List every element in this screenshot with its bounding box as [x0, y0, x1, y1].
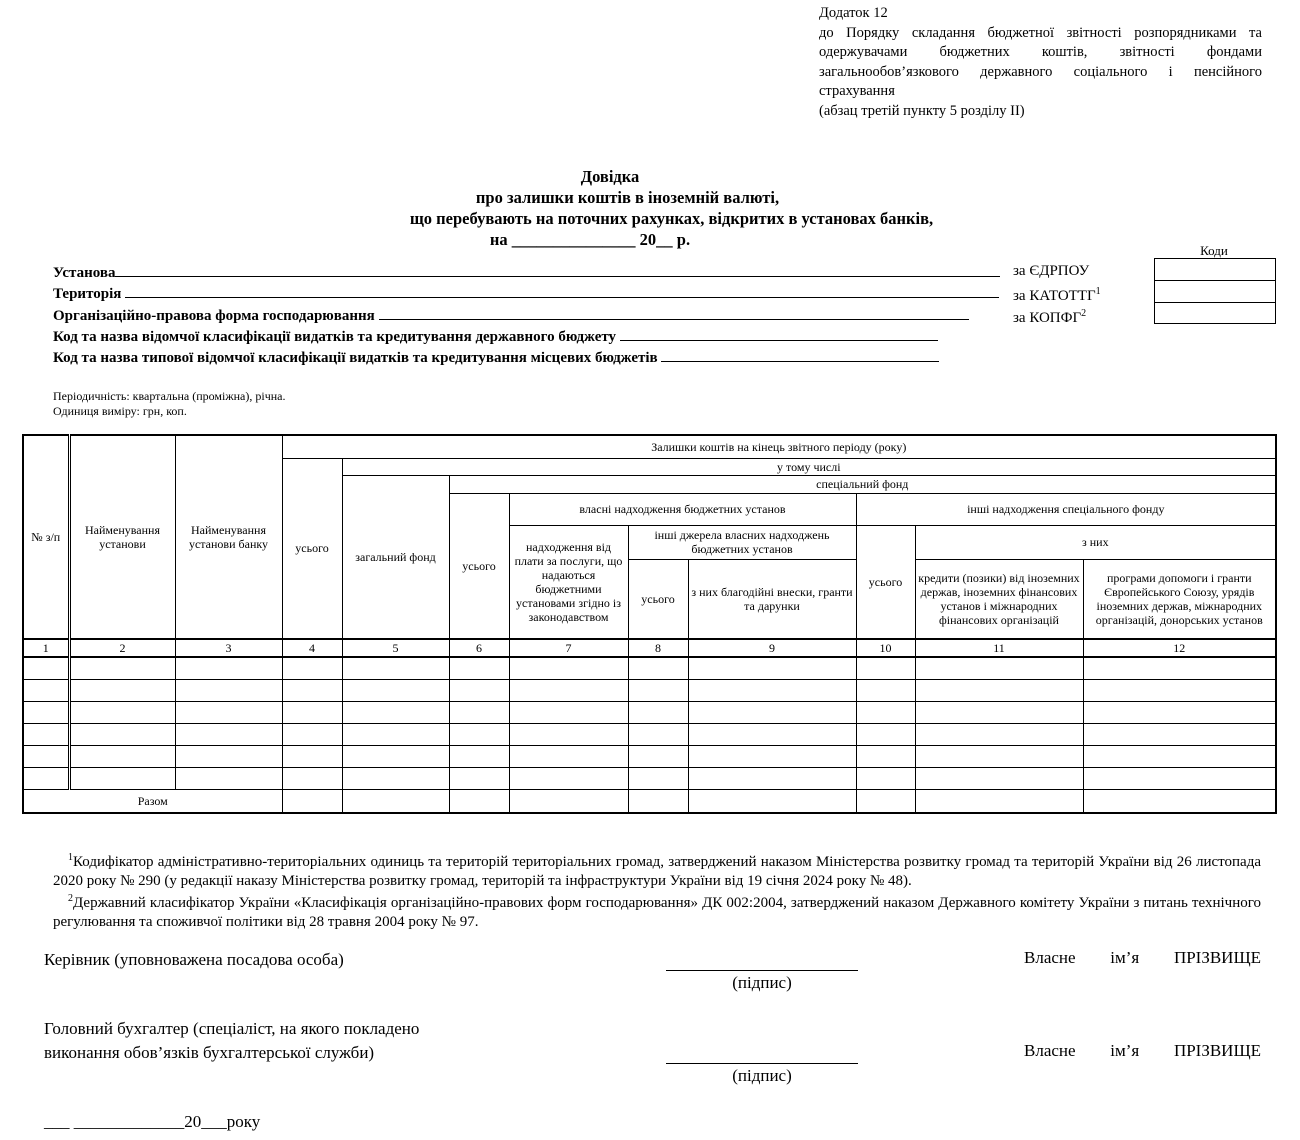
appendix-note: [819, 4, 1262, 121]
table-cell[interactable]: [1083, 768, 1276, 790]
typical-code-label: Код та назва типової відомчої класифікації видатків та кредитування місцевих бюджетів: [53, 350, 658, 366]
table-cell[interactable]: [688, 702, 856, 724]
col-header-of-them: з них: [915, 525, 1276, 559]
col-header-grants: програми допомоги і гранти Європейського Союзу, урядів іноземних держав, міжнародних організацій, донорських установ: [1083, 559, 1276, 639]
accountant-signature-label: Головний бухгалтер (спеціаліст, на якого покладено виконання обов’язків бухгалтерської служби): [44, 1019, 420, 1062]
footnote-ref-1: 1: [1095, 286, 1101, 297]
table-cell[interactable]: [69, 746, 175, 768]
table-cell[interactable]: [282, 724, 342, 746]
total-row: [23, 790, 1276, 813]
column-number: 1: [23, 639, 69, 657]
table-row: [23, 746, 1276, 768]
head-signature-caption: (підпис): [732, 973, 792, 992]
table-cell[interactable]: [342, 790, 449, 813]
codes-box: [1154, 258, 1276, 324]
table-cell[interactable]: [509, 680, 628, 702]
table-cell[interactable]: [1083, 702, 1276, 724]
table-cell[interactable]: [856, 680, 915, 702]
institution-field: [53, 261, 1000, 283]
table-cell[interactable]: [342, 702, 449, 724]
table-cell[interactable]: [1083, 657, 1276, 680]
column-number: 2: [69, 639, 175, 657]
table-row: [23, 657, 1276, 680]
column-number: 9: [688, 639, 856, 657]
table-cell[interactable]: [688, 746, 856, 768]
table-row: [23, 724, 1276, 746]
table-cell[interactable]: [688, 657, 856, 680]
kopfg-code-cell[interactable]: [1155, 303, 1275, 324]
table-cell[interactable]: [628, 657, 688, 680]
table-cell[interactable]: [175, 746, 282, 768]
table-cell[interactable]: [282, 702, 342, 724]
col-header-including: у тому числі: [342, 458, 1276, 475]
col-header-institution: Найменування установи: [69, 435, 175, 639]
table-cell[interactable]: [449, 790, 509, 813]
accountant-name: Власне ім’я ПРІЗВИЩЕ: [1024, 1041, 1261, 1060]
typical-code-field: [53, 346, 939, 368]
footnote-1: $^1$Кодифікатор адміністративно-територіальних одиниць та територій територіальних громад, затверджений наказом Міністерства розвитку громад та територій України від 26 листопада 2020 року № 290 (у редакції наказу Міністерства розвитку громад, територій та інфраструктури України від 19 січня 2024 року № 48).: [53, 852, 1261, 889]
column-number: 5: [342, 639, 449, 657]
head-signature-line[interactable]: [666, 948, 858, 971]
table-row: [23, 702, 1276, 724]
title-line-2: про залишки коштів в іноземній валюті,: [475, 188, 780, 207]
table-row: [23, 680, 1276, 702]
table-cell[interactable]: [342, 746, 449, 768]
institution-input-line[interactable]: [115, 261, 1000, 277]
table-cell[interactable]: [509, 790, 628, 813]
table-cell[interactable]: [282, 680, 342, 702]
typical-code-input-line[interactable]: [661, 346, 939, 362]
table-cell[interactable]: [282, 790, 342, 813]
table-cell[interactable]: [856, 746, 915, 768]
col-header-general-fund: загальний фонд: [342, 475, 449, 639]
table-cell[interactable]: [342, 680, 449, 702]
column-number: 7: [509, 639, 628, 657]
institution-label: Установа: [53, 265, 116, 281]
table-cell[interactable]: [856, 790, 915, 813]
table-cell[interactable]: [69, 657, 175, 680]
table-cell[interactable]: [23, 657, 69, 680]
col-header-special-total: усього: [449, 493, 509, 639]
total-row-label: Разом: [23, 790, 282, 813]
table-cell[interactable]: [175, 680, 282, 702]
table-cell[interactable]: [509, 746, 628, 768]
col-header-other-total: усього: [856, 525, 915, 639]
accountant-signature-line[interactable]: [666, 1041, 858, 1064]
title-line-3: що перебувають на поточних рахунках, відкритих в установах банків,: [409, 209, 934, 228]
table-cell[interactable]: [175, 702, 282, 724]
table-cell[interactable]: [69, 768, 175, 790]
col-header-number: № з/п: [23, 435, 69, 639]
col-header-credits: кредити (позики) від іноземних держав, іноземних фінансових установ і міжнародних фінансових організацій: [915, 559, 1083, 639]
table-row: [23, 768, 1276, 790]
edrpou-label: за ЄДРПОУ: [1013, 263, 1090, 279]
table-cell[interactable]: [449, 680, 509, 702]
col-header-other-special: інші надходження спеціального фонду: [856, 493, 1276, 525]
legal-form-label: Організаційно-правова форма господарювання: [53, 308, 375, 324]
table-cell[interactable]: [175, 724, 282, 746]
table-cell[interactable]: [628, 790, 688, 813]
col-header-total: усього: [282, 458, 342, 639]
signing-date-line[interactable]: ___ _____________20___року: [44, 1112, 261, 1131]
footnotes: [53, 849, 1261, 931]
table-cell[interactable]: [23, 680, 69, 702]
dept-code-field: [53, 325, 938, 347]
column-number: 3: [175, 639, 282, 657]
col-header-charity: з них благодійні внески, гранти та дарунки: [688, 559, 856, 639]
column-number: 10: [856, 639, 915, 657]
unit-note: Одиниця виміру: грн, коп.: [53, 404, 187, 418]
table-cell[interactable]: [628, 702, 688, 724]
table-cell[interactable]: [688, 790, 856, 813]
table-cell[interactable]: [915, 724, 1083, 746]
table-cell[interactable]: [915, 790, 1083, 813]
table-cell[interactable]: [915, 657, 1083, 680]
table-cell[interactable]: [509, 768, 628, 790]
col-header-special-fund: спеціальний фонд: [449, 475, 1276, 493]
table-cell[interactable]: [1083, 680, 1276, 702]
table-cell[interactable]: [449, 768, 509, 790]
table-cell[interactable]: [23, 746, 69, 768]
column-numbers-row: [23, 639, 1276, 657]
periodicity-note: Періодичність: квартальна (проміжна), річна.: [53, 389, 286, 403]
head-name: Власне ім’я ПРІЗВИЩЕ: [1024, 948, 1261, 967]
footnote-ref-2: 2: [1081, 308, 1087, 319]
col-header-bank: Найменування установи банку: [175, 435, 282, 639]
title-line-1: Довідка: [580, 167, 640, 186]
territory-field: [53, 282, 999, 304]
table-cell[interactable]: [915, 680, 1083, 702]
dept-code-input-line[interactable]: [620, 325, 938, 341]
footnote-2: $^2$Державний класифікатор України «Класифікація організаційно-правових форм господарювання» ДК 002:2004, затверджений наказом Державного комітету України з питань технічного регулювання та споживчої політики від 28 травня 2004 року № 97.: [53, 893, 1261, 930]
table-cell[interactable]: [509, 702, 628, 724]
table-cell[interactable]: [342, 657, 449, 680]
table-cell[interactable]: [856, 702, 915, 724]
column-number: 6: [449, 639, 509, 657]
table-cell[interactable]: [175, 768, 282, 790]
table-cell[interactable]: [688, 768, 856, 790]
territory-input-line[interactable]: [125, 282, 999, 298]
table-cell[interactable]: [69, 724, 175, 746]
table-cell[interactable]: [342, 768, 449, 790]
table-cell[interactable]: [628, 746, 688, 768]
col-header-own-receipts: власні надходження бюджетних установ: [509, 493, 856, 525]
table-cell[interactable]: [915, 768, 1083, 790]
table-cell[interactable]: [1083, 746, 1276, 768]
codes-header: Коди: [1200, 243, 1228, 258]
table-cell[interactable]: [1083, 790, 1276, 813]
kopfg-label: за КОПФГ$^2$: [1013, 308, 1087, 326]
table-cell[interactable]: [69, 702, 175, 724]
appendix-reference: до Порядку складання бюджетної звітності розпорядниками та одержувачами бюджетних коштів, звітності фондами загальнообов’язкового державного соціального і пенсійного страхування: [819, 24, 1262, 99]
table-cell[interactable]: [342, 724, 449, 746]
table-cell[interactable]: [282, 768, 342, 790]
table-cell[interactable]: [449, 657, 509, 680]
table-cell[interactable]: [282, 657, 342, 680]
table-cell[interactable]: [628, 724, 688, 746]
col-header-other-sources: інші джерела власних надходжень бюджетних установ: [628, 525, 856, 559]
table-cell[interactable]: [69, 680, 175, 702]
balances-table: [22, 434, 1277, 814]
col-header-other-sources-total: усього: [628, 559, 688, 639]
title-date-line: на _______________ 20__ р.: [489, 230, 691, 249]
table-cell[interactable]: [856, 768, 915, 790]
legal-form-field: [53, 304, 969, 326]
table-cell[interactable]: [282, 746, 342, 768]
katottg-label: за КАТОТТГ$^1$: [1013, 286, 1101, 304]
column-number: 8: [628, 639, 688, 657]
table-cell[interactable]: [856, 657, 915, 680]
table-cell[interactable]: [915, 746, 1083, 768]
legal-form-input-line[interactable]: [379, 304, 969, 320]
table-cell[interactable]: [1083, 724, 1276, 746]
territory-label: Територія: [53, 286, 122, 302]
table-cell[interactable]: [23, 768, 69, 790]
column-number: 12: [1083, 639, 1276, 657]
table-cell[interactable]: [856, 724, 915, 746]
appendix-paragraph: (абзац третій пункту 5 розділу II): [819, 102, 1025, 119]
column-number: 11: [915, 639, 1083, 657]
table-cell[interactable]: [915, 702, 1083, 724]
dept-code-label: Код та назва відомчої класифікації видатків та кредитування державного бюджету: [53, 329, 617, 345]
table-cell[interactable]: [688, 680, 856, 702]
accountant-signature-caption: (підпис): [732, 1066, 792, 1085]
table-cell[interactable]: [688, 724, 856, 746]
col-header-service-fees: надходження від плати за послуги, що надаються бюджетними установами згідно із законодавством: [509, 525, 628, 639]
edrpou-code-cell[interactable]: [1155, 259, 1275, 281]
column-number: 4: [282, 639, 342, 657]
table-cell[interactable]: [449, 746, 509, 768]
table-cell[interactable]: [23, 702, 69, 724]
col-header-balances: Залишки коштів на кінець звітного періоду (року): [282, 435, 1276, 458]
table-cell[interactable]: [175, 657, 282, 680]
table-cell[interactable]: [23, 724, 69, 746]
table-cell[interactable]: [509, 724, 628, 746]
table-cell[interactable]: [449, 702, 509, 724]
katottg-code-cell[interactable]: [1155, 281, 1275, 303]
document-title: [0, 166, 1300, 250]
table-cell[interactable]: [628, 768, 688, 790]
head-signature-label: Керівник (уповноважена посадова особа): [44, 950, 344, 969]
table-cell[interactable]: [509, 657, 628, 680]
appendix-number: Додаток 12: [819, 5, 888, 21]
table-cell[interactable]: [449, 724, 509, 746]
table-cell[interactable]: [628, 680, 688, 702]
